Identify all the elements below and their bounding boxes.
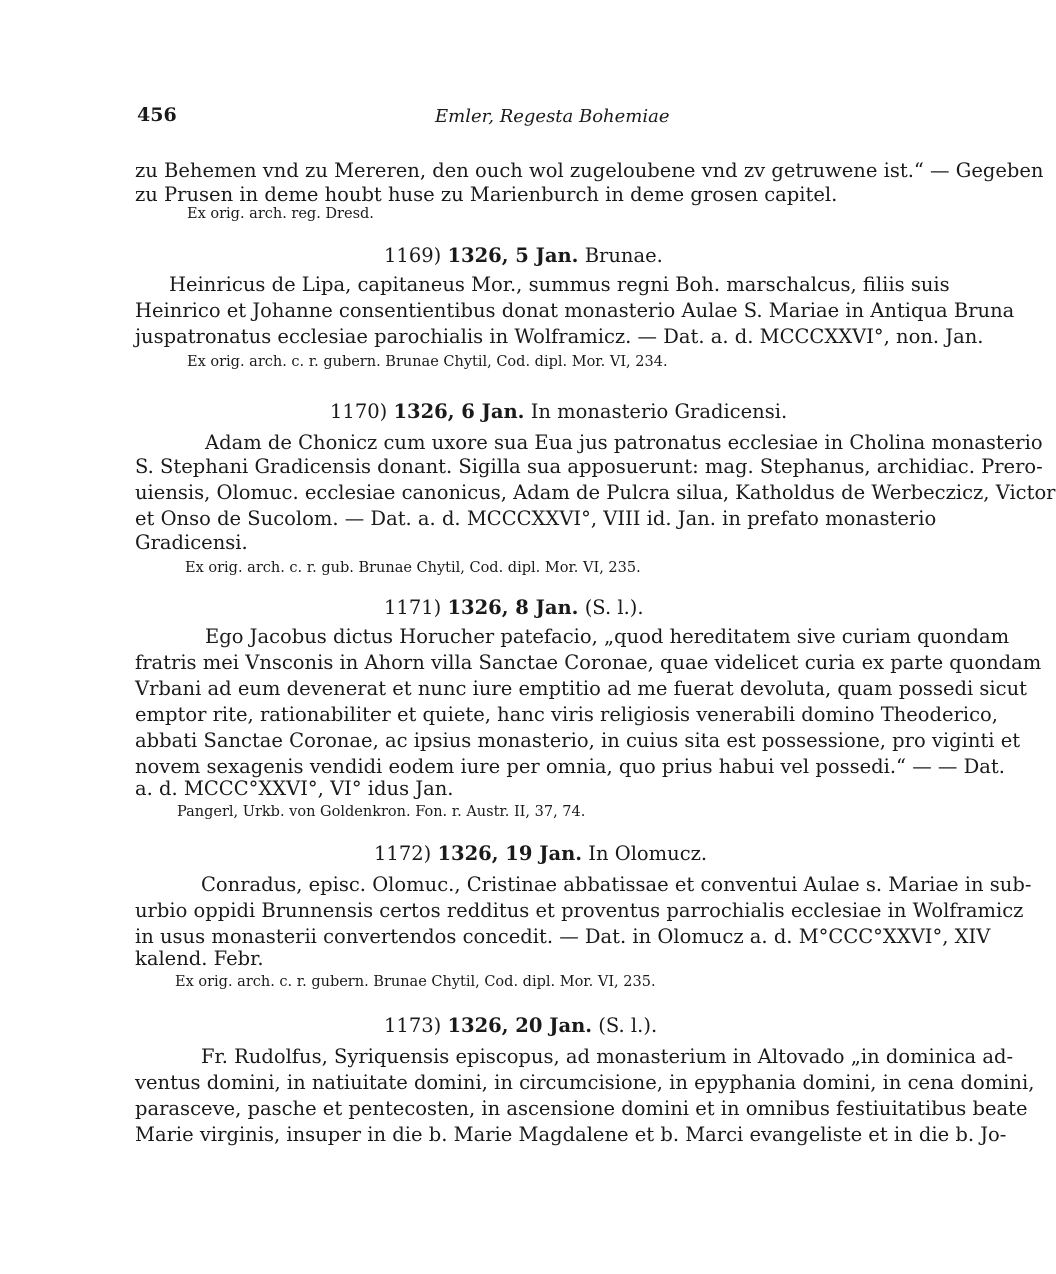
entry-number: 1173) [384,1014,442,1037]
entry-place: (S. l.). [598,1014,658,1037]
text-line: emptor rite, rationabiliter et quiete, hanc viris religiosis venerabili domino Theoderico, [135,703,998,726]
running-head [137,100,917,132]
text-line: Vrbani ad eum devenerat et nunc iure emptitio ad me fuerat devoluta, quam possedi sicut [135,677,1027,700]
text-line: Marie virginis, insuper in die b. Marie Magdalene et b. Marci evangeliste et in die b. Jo- [135,1123,1007,1146]
entry-body-1169 [135,270,1015,380]
text-line: et Onso de Sucolom. — Dat. a. d. MCCCXXVI°, VIII id. Jan. in prefato monasterio [135,507,937,530]
text-line: Heinrico et Johanne consentientibus donat monasterio Aulae S. Mariae in Antiqua Bruna [135,299,1015,322]
source-citation: Ex orig. arch. c. r. gubern. Brunae Chytil, Cod. dipl. Mor. VI, 235. [175,974,656,990]
entry-place: (S. l.). [584,596,644,619]
entry-place: In Olomucz. [588,842,708,865]
text-line: zu Prusen in deme houbt huse zu Marienburch in deme grosen capitel. [135,183,838,206]
entry-heading-1173 [384,1014,657,1037]
entry-heading-1169 [384,244,663,267]
text-line: parasceve, pasche et pentecosten, in ascensione domini et in omnibus festiuitatibus beate [135,1097,1028,1120]
text-line: a. d. MCCC°XXVI°, VI° idus Jan. [135,777,454,800]
entry-date: 1326, 6 Jan. [393,400,525,423]
text-line: Conradus, episc. Olomuc., Cristinae abbatissae et conventui Aulae s. Mariae in sub- [201,873,1032,896]
text-line: zu Behemen vnd zu Mereren, den ouch wol zugeloubene vnd zv getruwene ist.“ — Gegeben [135,159,1044,182]
text-line: abbati Sanctae Coronae, ac ipsius monasterio, in cuius sita est possessione, pro viginti et [135,729,1021,752]
entry-date: 1326, 20 Jan. [447,1014,593,1037]
source-citation: Ex orig. arch. c. r. gubern. Brunae Chytil, Cod. dipl. Mor. VI, 234. [187,354,668,370]
text-line: Fr. Rudolfus, Syriquensis episcopus, ad monasterium in Altovado „in dominica ad- [201,1045,1014,1068]
entry-place: In monasterio Gradicensi. [530,400,788,423]
entry-number: 1172) [374,842,432,865]
source-citation: Pangerl, Urkb. von Goldenkron. Fon. r. Austr. II, 37, 74. [177,804,586,820]
text-line: ventus domini, in natiuitate domini, in circumcisione, in epyphania domini, in cena domini, [135,1071,1035,1094]
entry-number: 1171) [384,596,442,619]
source-citation: Ex orig. arch. c. r. gub. Brunae Chytil, Cod. dipl. Mor. VI, 235. [185,560,641,576]
text-line: Heinricus de Lipa, capitaneus Mor., summus regni Boh. marschalcus, filiis suis [169,273,950,296]
text-line: novem sexagenis vendidi eodem iure per omnia, quo prius habui vel possedi.“ — — Dat. [135,755,1005,778]
continuation-paragraph [135,156,1044,226]
entry-date: 1326, 5 Jan. [447,244,579,267]
entry-date: 1326, 8 Jan. [447,596,579,619]
text-line: fratris mei Vnsconis in Ahorn villa Sanctae Coronae, quae videlicet curia ex parte quondam [135,651,1042,674]
text-line: Adam de Chonicz cum uxore sua Eua jus patronatus ecclesiae in Cholina monasterio [205,431,1043,454]
text-line: uiensis, Olomuc. ecclesiae canonicus, Adam de Pulcra silua, Katholdus de Werbeczicz, Victor [135,481,1056,504]
entry-number: 1169) [384,244,442,267]
entry-body-1173 [135,1042,1035,1152]
text-line: kalend. Febr. [135,947,264,970]
entry-date: 1326, 19 Jan. [437,842,583,865]
entry-heading-1171 [384,596,644,619]
text-line: S. Stephani Gradicensis donant. Sigilla sua apposuerunt: mag. Stephanus, archidiac. Prero- [135,455,1043,478]
entry-place: Brunae. [584,244,663,267]
entry-heading-1170 [330,400,787,423]
text-line: Gradicensi. [135,531,248,554]
running-title: Emler, Regesta Bohemiae [435,106,670,127]
text-line: Ego Jacobus dictus Horucher patefacio, „quod hereditatem sive curiam quondam [205,625,1010,648]
text-line: urbio oppidi Brunnensis certos redditus et proventus parrochialis ecclesiae in Wolframicz [135,899,1024,922]
entry-heading-1172 [374,842,707,865]
entry-body-1170 [135,428,1056,576]
page-number: 456 [137,104,177,126]
source-citation: Ex orig. arch. reg. Dresd. [187,206,374,222]
entry-body-1171 [135,622,1042,822]
text-line: juspatronatus ecclesiae parochialis in Wolframicz. — Dat. a. d. MCCCXXVI°, non. Jan. [135,325,984,348]
entry-body-1172 [135,870,1032,996]
entry-number: 1170) [330,400,388,423]
text-line: in usus monasterii convertendos concedit. — Dat. in Olomucz a. d. M°CCC°XXVI°, XIV [135,925,991,948]
